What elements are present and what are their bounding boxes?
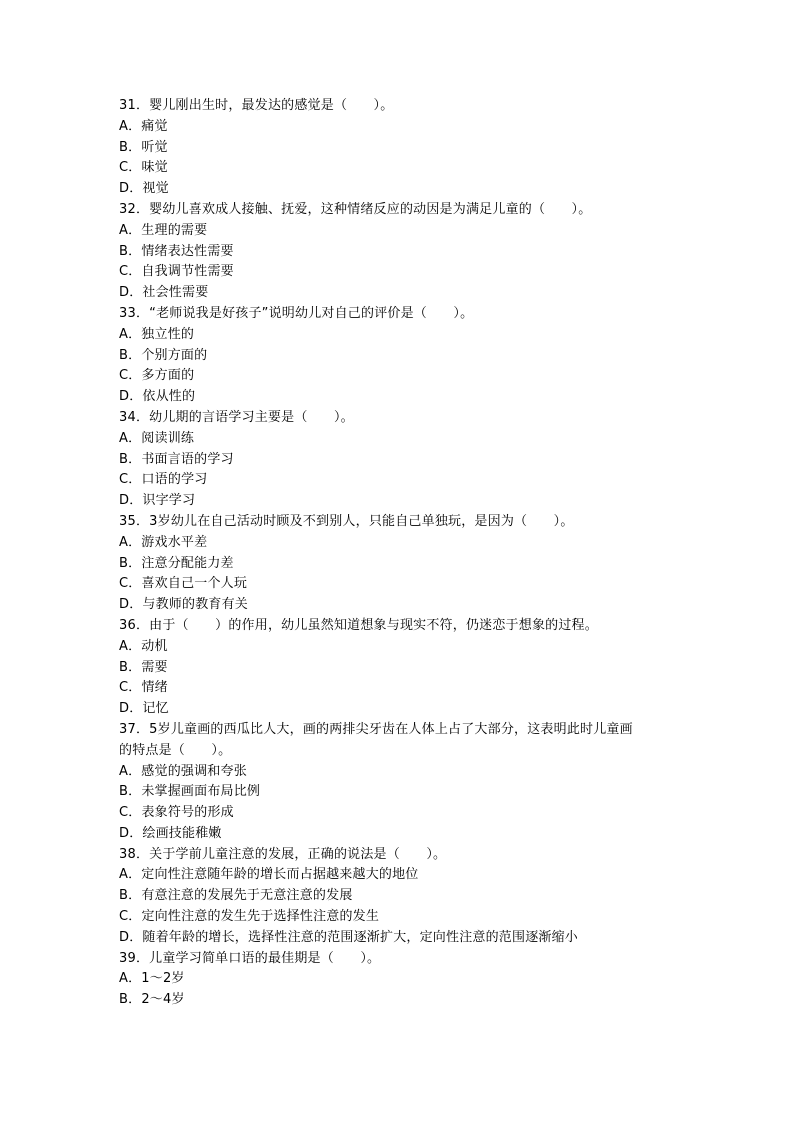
option-b: B．需要: [119, 659, 168, 675]
question-stem-continued: 的特点是（ ）。: [119, 742, 232, 758]
question-stem: 36．由于（ ）的作用，幼儿虽然知道想象与现实不符，仍迷恋于想象的过程。: [119, 617, 598, 633]
option-a: A．阅读训练: [119, 430, 195, 446]
question-stem: 39．儿童学习简单口语的最佳期是（ ）。: [119, 950, 381, 966]
option-d: D．社会性需要: [119, 285, 209, 301]
option-d: D．与教师的教育有关: [119, 597, 249, 613]
option-d: D．识字学习: [119, 493, 196, 509]
option-a: A．痛觉: [119, 118, 168, 134]
option-b: B．未掌握画面布局比例: [119, 784, 261, 800]
option-b: B．书面言语的学习: [119, 451, 234, 467]
option-c: C．多方面的: [119, 368, 195, 384]
option-a: A．定向性注意随年龄的增长而占据越来越大的地位: [119, 867, 419, 883]
question-stem: 38．关于学前儿童注意的发展，正确的说法是（ ）。: [119, 846, 447, 862]
option-c: C．口语的学习: [119, 472, 208, 488]
question-stem: 37．5岁儿童画的西瓜比人大，画的两排尖牙齿在人体上占了大部分，这表明此时儿童画: [119, 721, 633, 737]
option-b: B．注意分配能力差: [119, 555, 234, 571]
option-b: B．2～4岁: [119, 992, 185, 1008]
option-d: D．依从性的: [119, 389, 196, 405]
option-b: B．听觉: [119, 139, 168, 155]
option-d: D．绘画技能稚嫩: [119, 825, 222, 841]
question-stem: 32．婴幼儿喜欢成人接触、抚爱，这种情绪反应的动因是为满足儿童的（ ）。: [119, 201, 592, 217]
option-a: A．1～2岁: [119, 971, 185, 987]
option-a: A．动机: [119, 638, 168, 654]
question-stem: 33．“老师说我是好孩子”说明幼儿对自己的评价是（ ）。: [119, 305, 474, 321]
option-c: C．表象符号的形成: [119, 805, 234, 821]
question-list: [119, 96, 679, 1011]
option-b: B．个别方面的: [119, 347, 208, 363]
option-c: C．自我调节性需要: [119, 264, 234, 280]
option-c: C．定向性注意的发生先于选择性注意的发生: [119, 909, 380, 925]
option-d: D．记忆: [119, 701, 169, 717]
option-a: A．游戏水平差: [119, 534, 208, 550]
option-b: B．有意注意的发展先于无意注意的发展: [119, 888, 353, 904]
question-stem: 34．幼儿期的言语学习主要是（ ）。: [119, 409, 354, 425]
option-c: C．味觉: [119, 160, 168, 176]
option-a: A．独立性的: [119, 326, 195, 342]
option-b: B．情绪表达性需要: [119, 243, 234, 259]
option-d: D．视觉: [119, 181, 169, 197]
option-c: C．情绪: [119, 680, 168, 696]
question-stem: 31．婴儿刚出生时，最发达的感觉是（ ）。: [119, 98, 394, 113]
option-c: C．喜欢自己一个人玩: [119, 576, 248, 592]
option-a: A．感觉的强调和夸张: [119, 763, 247, 779]
option-a: A．生理的需要: [119, 222, 208, 238]
question-stem: 35．3岁幼儿在自己活动时顾及不到别人，只能自己单独玩，是因为（ ）。: [119, 513, 574, 529]
option-d: D．随着年龄的增长，选择性注意的范围逐渐扩大，定向性注意的范围逐渐缩小: [119, 929, 579, 945]
